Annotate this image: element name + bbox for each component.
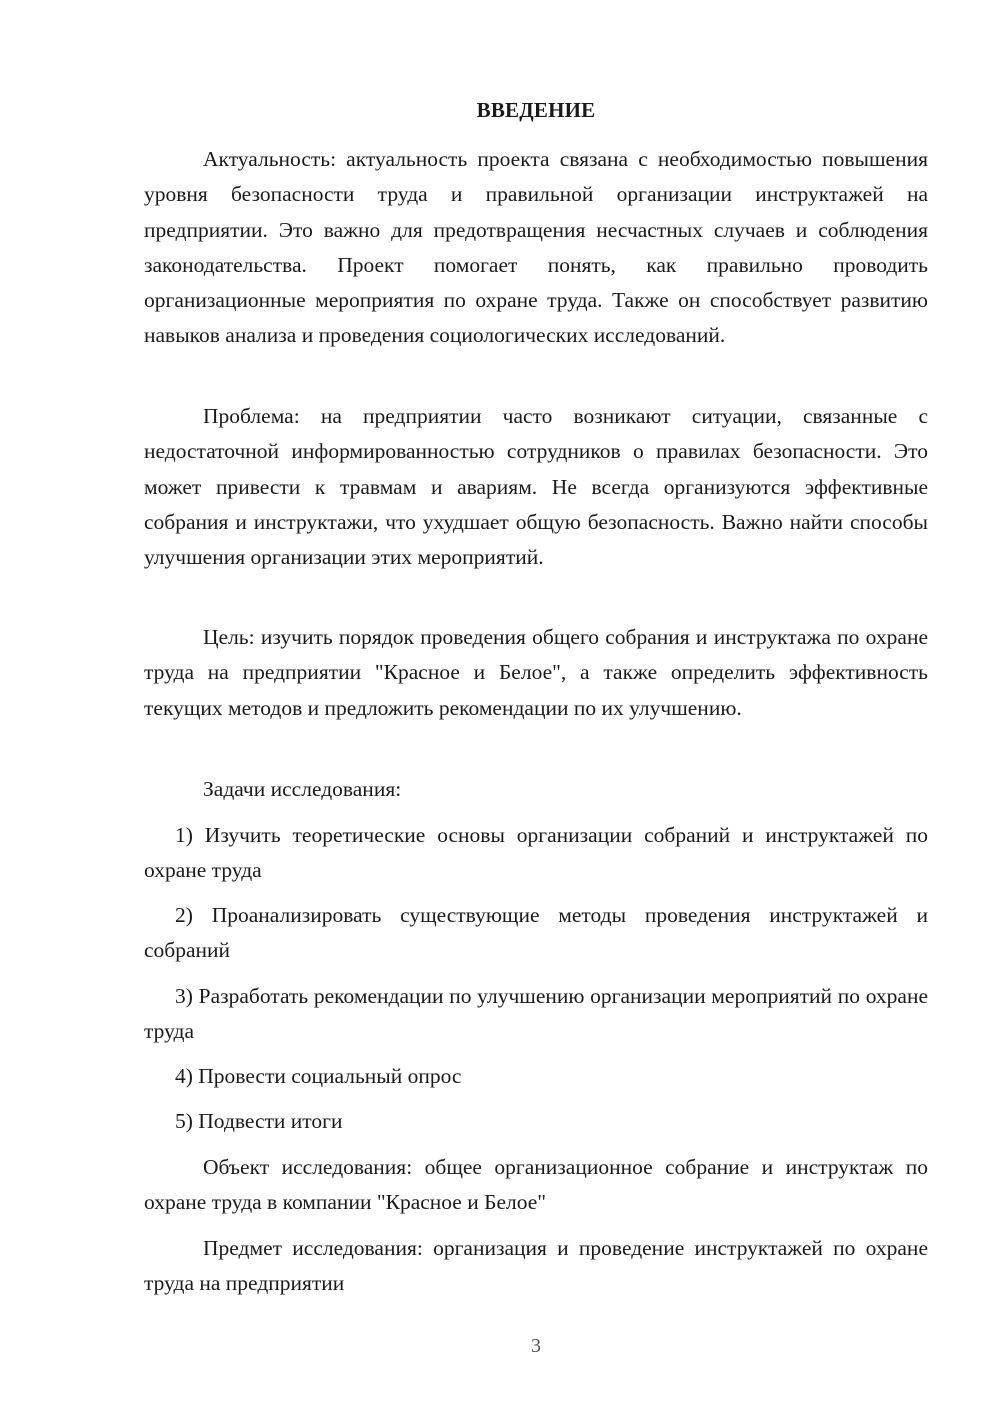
paragraph-problem: Проблема: на предприятии часто возникают ситуации, связанные с недостаточной информированностью сотрудников о правилах безопасности. Это может привести к травмам и авариям. Не всегда организуются эффективные собрания и инструктажи, что ухудшает общую безопасность. Важно найти способы улучшения организации этих мероприятий. [144,404,928,570]
page-title: ВВЕДЕНИЕ [476,98,596,122]
page-number: 3 [531,1335,541,1357]
paragraph-goal: Цель: изучить порядок проведения общего собрания и инструктажа по охране труда на предприятии "Красное и Белое", а также определить эффективность текущих методов и предложить рекомендации по их улучшению. [144,625,928,720]
paragraph-subject: Предмет исследования: организация и проведение инструктажей по охране труда на предприятии [144,1236,928,1296]
paragraph-relevance: Актуальность: актуальность проекта связана с необходимостью повышения уровня безопасности труда и правильной организации инструктажей на предприятии. Это важно для предотвращения несчастных случаев и соблюдения законодательства. Проект помогает понять, как правильно проводить организационные мероприятия по охране труда. Также он способствует развитию навыков анализа и проведения социологических исследований. [144,147,928,348]
task-item-2: 2) Проанализировать существующие методы проведения инструктажей и собраний [144,903,928,963]
task-item-5: 5) Подвести итоги [175,1109,343,1133]
task-item-4: 4) Провести социальный опрос [175,1064,462,1088]
task-item-1: 1) Изучить теоретические основы организации собраний и инструктажей по охране труда [144,823,928,883]
tasks-heading: Задачи исследования: [203,777,402,801]
task-item-3: 3) Разработать рекомендации по улучшению организации мероприятий по охране труда [144,984,928,1044]
paragraph-object: Объект исследования: общее организационное собрание и инструктаж по охране труда в компании "Красное и Белое" [144,1155,928,1215]
